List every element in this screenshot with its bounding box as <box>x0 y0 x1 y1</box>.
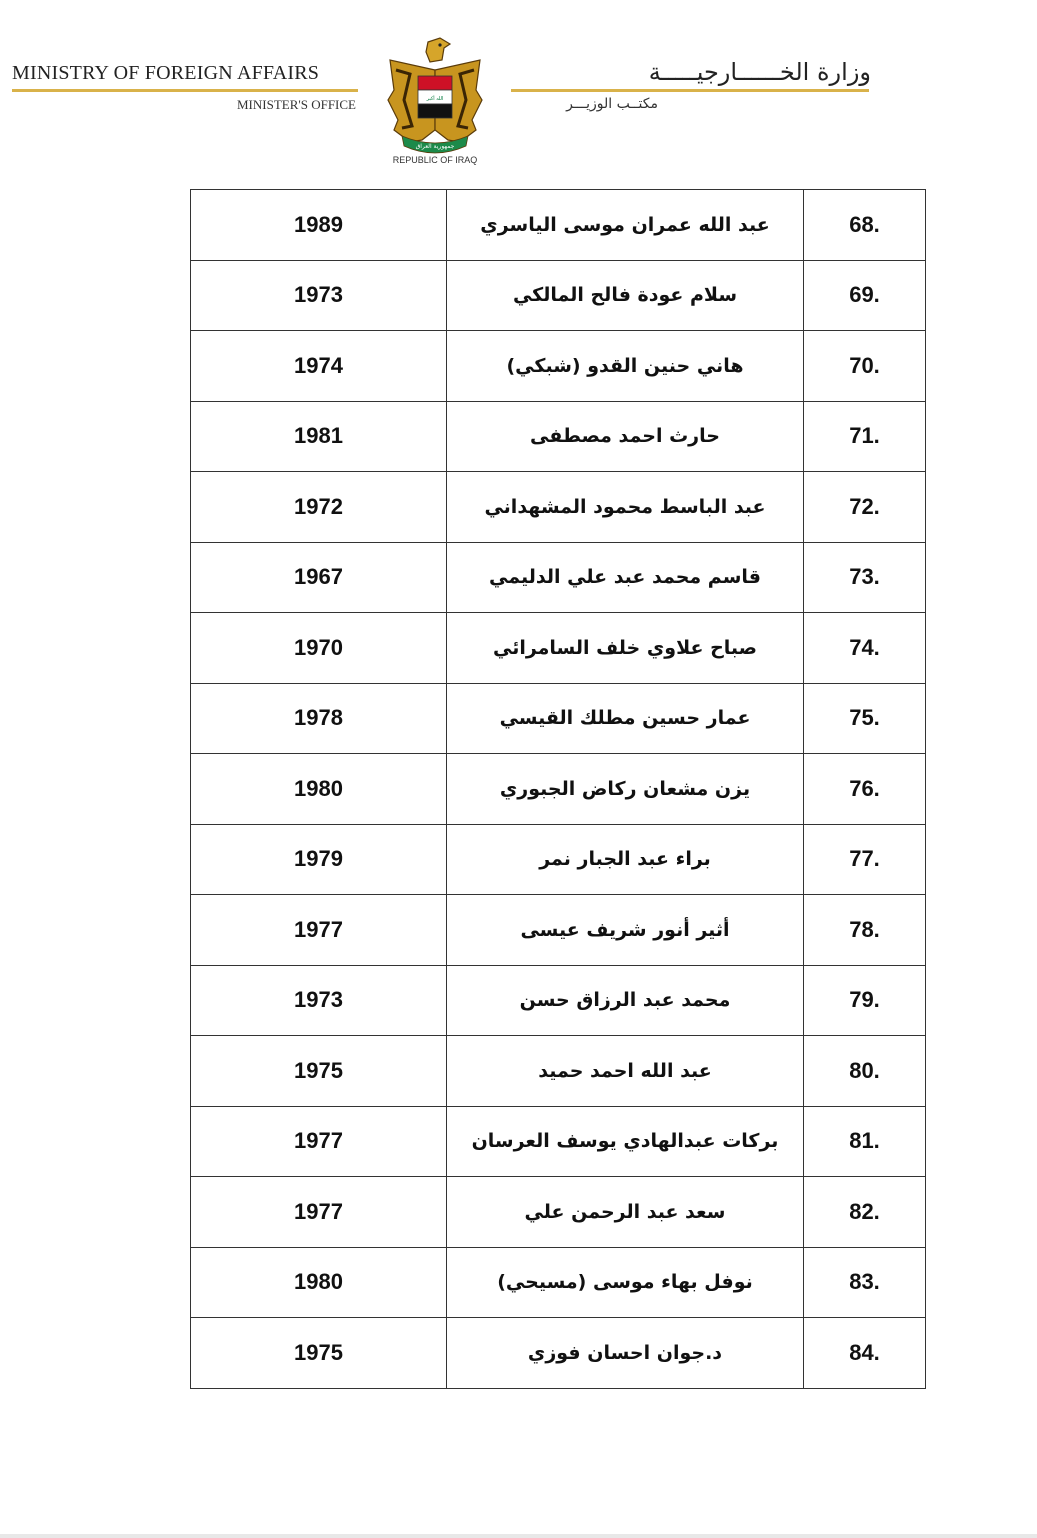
number-cell: 74. <box>804 613 926 684</box>
office-subtitle-en: MINISTER'S OFFICE <box>237 97 356 112</box>
name-cell: براء عبد الجبار نمر <box>447 824 804 895</box>
table-row <box>191 260 926 331</box>
table-row <box>191 754 926 825</box>
number-cell: 69. <box>804 260 926 331</box>
year-cell: 1974 <box>191 331 447 402</box>
table-row <box>191 401 926 472</box>
table-row <box>191 190 926 261</box>
number-cell: 71. <box>804 401 926 472</box>
table-row <box>191 1036 926 1107</box>
number-cell: 73. <box>804 542 926 613</box>
name-cell: هاني حنين القدو (شبكي) <box>447 331 804 402</box>
table-row <box>191 1318 926 1389</box>
table-row <box>191 824 926 895</box>
names-table-body <box>191 190 926 1389</box>
name-cell: محمد عبد الرزاق حسن <box>447 965 804 1036</box>
year-cell: 1981 <box>191 401 447 472</box>
name-cell: عمار حسين مطلك القيسي <box>447 683 804 754</box>
year-cell: 1977 <box>191 1177 447 1248</box>
table-row <box>191 613 926 684</box>
table-row <box>191 895 926 966</box>
number-cell: 70. <box>804 331 926 402</box>
office-subtitle-ar: مكتــب الوزيـــر <box>566 96 658 112</box>
number-cell: 75. <box>804 683 926 754</box>
name-cell: نوفل بهاء موسى (مسيحي) <box>447 1247 804 1318</box>
name-cell: بركات عبدالهادي يوسف العرسان <box>447 1106 804 1177</box>
year-cell: 1975 <box>191 1318 447 1389</box>
number-cell: 68. <box>804 190 926 261</box>
year-cell: 1979 <box>191 824 447 895</box>
name-cell: عبد الله احمد حميد <box>447 1036 804 1107</box>
svg-text:جمهورية العراق: جمهورية العراق <box>415 143 455 150</box>
name-cell: قاسم محمد عبد علي الدليمي <box>447 542 804 613</box>
number-cell: 77. <box>804 824 926 895</box>
name-cell: عبد الله عمران موسى الياسري <box>447 190 804 261</box>
iraq-eagle-emblem-icon <box>380 30 490 170</box>
table-row <box>191 331 926 402</box>
name-cell: يزن مشعان ركاض الجبوري <box>447 754 804 825</box>
name-cell: أثير أنور شريف عيسى <box>447 895 804 966</box>
table-row <box>191 1247 926 1318</box>
name-cell: سعد عبد الرحمن علي <box>447 1177 804 1248</box>
year-cell: 1973 <box>191 260 447 331</box>
year-cell: 1977 <box>191 1106 447 1177</box>
emblem-caption: REPUBLIC OF IRAQ <box>392 155 478 165</box>
year-cell: 1989 <box>191 190 447 261</box>
letterhead <box>0 0 1037 180</box>
year-cell: 1980 <box>191 1247 447 1318</box>
number-cell: 78. <box>804 895 926 966</box>
name-cell: د.جوان احسان فوزي <box>447 1318 804 1389</box>
year-cell: 1973 <box>191 965 447 1036</box>
number-cell: 84. <box>804 1318 926 1389</box>
table-row <box>191 542 926 613</box>
name-cell: سلام عودة فالح المالكي <box>447 260 804 331</box>
table-row <box>191 965 926 1036</box>
table-row <box>191 683 926 754</box>
name-cell: حارث احمد مصطفى <box>447 401 804 472</box>
number-cell: 82. <box>804 1177 926 1248</box>
number-cell: 76. <box>804 754 926 825</box>
number-cell: 80. <box>804 1036 926 1107</box>
year-cell: 1972 <box>191 472 447 543</box>
year-cell: 1980 <box>191 754 447 825</box>
year-cell: 1977 <box>191 895 447 966</box>
table-row <box>191 1177 926 1248</box>
ministry-title-ar: وزارة الخــــــارجيـــــة <box>648 58 871 86</box>
year-cell: 1978 <box>191 683 447 754</box>
year-cell: 1967 <box>191 542 447 613</box>
name-cell: عبد الباسط محمود المشهداني <box>447 472 804 543</box>
header-rule-ar <box>511 89 869 92</box>
header-rule-en <box>12 89 358 92</box>
ministry-title-en: MINISTRY OF FOREIGN AFFAIRS <box>12 62 320 84</box>
number-cell: 72. <box>804 472 926 543</box>
number-cell: 81. <box>804 1106 926 1177</box>
year-cell: 1975 <box>191 1036 447 1107</box>
number-cell: 79. <box>804 965 926 1036</box>
table-row <box>191 472 926 543</box>
svg-text:الله أكبر: الله أكبر <box>426 96 444 102</box>
name-cell: صباح علاوي خلف السامرائي <box>447 613 804 684</box>
names-table <box>190 189 926 1389</box>
page-bottom-edge <box>0 1534 1037 1538</box>
table-row <box>191 1106 926 1177</box>
year-cell: 1970 <box>191 613 447 684</box>
number-cell: 83. <box>804 1247 926 1318</box>
